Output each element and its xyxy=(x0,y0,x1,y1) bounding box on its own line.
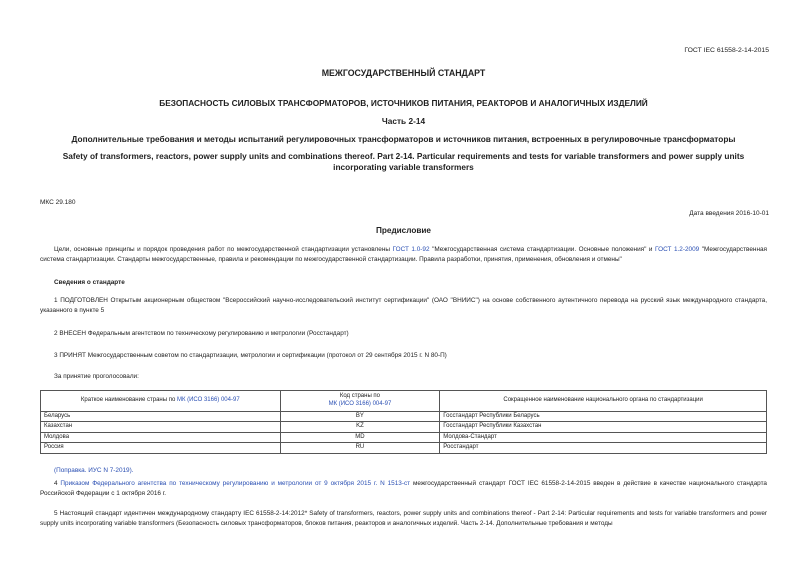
code-cell: MD xyxy=(280,432,440,442)
item-text: межгосударственный стандарт ГОСТ IEC 61558-2-14-2015 введен в действие в качестве национального стандарта Российской Федерации с 1 октября 2016 г. xyxy=(40,480,767,497)
body-cell: Молдова-Стандарт xyxy=(440,432,767,442)
table-row xyxy=(41,422,767,432)
country-cell: Молдова xyxy=(41,432,281,442)
table-row xyxy=(41,443,767,453)
item-label: 3 ПРИНЯТ xyxy=(54,352,86,359)
gost-1-0-link[interactable]: ГОСТ 1.0-92 xyxy=(392,246,430,253)
table-row xyxy=(41,432,767,442)
item-2 xyxy=(40,329,767,339)
mk-iso-link[interactable]: МК (ИСО 3166) 004-97 xyxy=(176,397,240,404)
item-1 xyxy=(40,296,767,316)
paragraph-text: "Межгосударственная система стандартизации. Основные положения" и xyxy=(429,246,656,253)
item-3 xyxy=(40,351,767,361)
item-4 xyxy=(40,479,767,499)
main-title-ru: БЕЗОПАСНОСТЬ СИЛОВЫХ ТРАНСФОРМАТОРОВ, ИСТОЧНИКОВ ПИТАНИЯ, РЕАКТОРОВ И АНАЛОГИЧНЫХ ИЗДЕЛИЙ xyxy=(159,98,648,108)
amendment-link[interactable]: (Поправка. ИУС N 7-2019). xyxy=(54,467,134,474)
amendment-line xyxy=(40,466,767,476)
preface-heading: Предисловие xyxy=(376,226,431,235)
item-text: Открытым акционерным обществом "Всероссийский научно-исследовательский институт сертификации" (ОАО "ВНИИС") на основе собственного аутентичного перевода на русский язык международного стандарта, указанного в пункте 5 xyxy=(40,297,767,314)
item-label: 1 ПОДГОТОВЛЕН xyxy=(54,297,108,304)
code-cell: RU xyxy=(280,443,440,453)
standard-type-title: МЕЖГОСУДАРСТВЕННЫЙ СТАНДАРТ xyxy=(321,68,486,78)
body-cell: Госстандарт Республики Беларусь xyxy=(440,412,767,422)
countries-table xyxy=(40,390,767,454)
gost-1-2-link[interactable]: ГОСТ 1.2-2009 xyxy=(655,246,700,253)
header-text: Код страны по xyxy=(339,393,381,400)
item-label: 4 xyxy=(54,480,61,487)
body-cell: Росстандарт xyxy=(440,443,767,453)
country-cell: Казахстан xyxy=(41,422,281,432)
order-link[interactable]: Приказом Федерального агентства по техническому регулированию и метрологии от 9 октября 2015 г. N 1513-ст xyxy=(60,480,411,487)
code-cell: KZ xyxy=(280,422,440,432)
col-body-header: Сокращенное наименование национального органа по стандартизации xyxy=(440,391,767,412)
body-cell: Госстандарт Республики Казахстан xyxy=(440,422,767,432)
header-text: Краткое наименование страны по xyxy=(80,397,177,404)
mk-iso-link[interactable]: МК (ИСО 3166) 004-97 xyxy=(328,401,392,407)
document-code: ГОСТ IEC 61558-2-14-2015 xyxy=(684,47,769,54)
country-cell: Россия xyxy=(41,443,281,453)
subtitle-ru: Дополнительные требования и методы испытаний регулировочных трансформаторов и источников питания, встроенных в регулировочные трансформаторы xyxy=(71,134,736,144)
item-label: 2 ВНЕСЕН xyxy=(54,330,86,337)
paragraph-text: Цели, основные принципы и порядок проведения работ по межгосударственной стандартизации установлены xyxy=(54,246,393,253)
paragraph-text: "Межгосударственная система стандартизации. Стандарты межгосударственные, правила и рекомендации по межгосударственной стандартизации. Правила разработки, принятия, применения, обновления и отмены" xyxy=(40,246,767,263)
country-cell: Беларусь xyxy=(41,412,281,422)
item-text: Межгосударственным советом по стандартизации, метрологии и сертификации (протокол от 29 сентября 2015 г. N 80-П) xyxy=(85,352,447,359)
item-text: Федеральным агентством по техническому регулированию и метрологии (Росстандарт) xyxy=(85,330,349,337)
preface-paragraph xyxy=(40,245,767,265)
code-cell: BY xyxy=(280,412,440,422)
info-heading: Сведения о стандарте xyxy=(54,279,125,286)
table-row xyxy=(41,412,767,422)
table-header-row xyxy=(41,391,767,412)
item-5: 5 Настоящий стандарт идентичен международному стандарту IEC 61558-2-14:2012* Safety of transformers, reactors, power supply units and combinations thereof - Part 2-14: Particular requirements and tests for variable transformers and power supply units incorporating variable transformers (Безопасность силовых трансформаторов, блоков питания, реакторов и аналогичных изделий. Часть 2-14. Дополнительные требования и методы xyxy=(40,510,767,527)
mks-code: МКС 29.180 xyxy=(40,199,76,206)
col-code-header xyxy=(280,391,440,412)
part-title: Часть 2-14 xyxy=(381,116,426,126)
voted-label: За принятие проголосовали: xyxy=(54,373,139,380)
title-en: Safety of transformers, reactors, power supply units and combinations thereof. Part 2-14. Particular requirements and tests for variable transformers and power supply units incorporating variable transformers xyxy=(62,151,745,172)
intro-date: Дата введения 2016-10-01 xyxy=(689,210,769,217)
col-country-header xyxy=(41,391,281,412)
